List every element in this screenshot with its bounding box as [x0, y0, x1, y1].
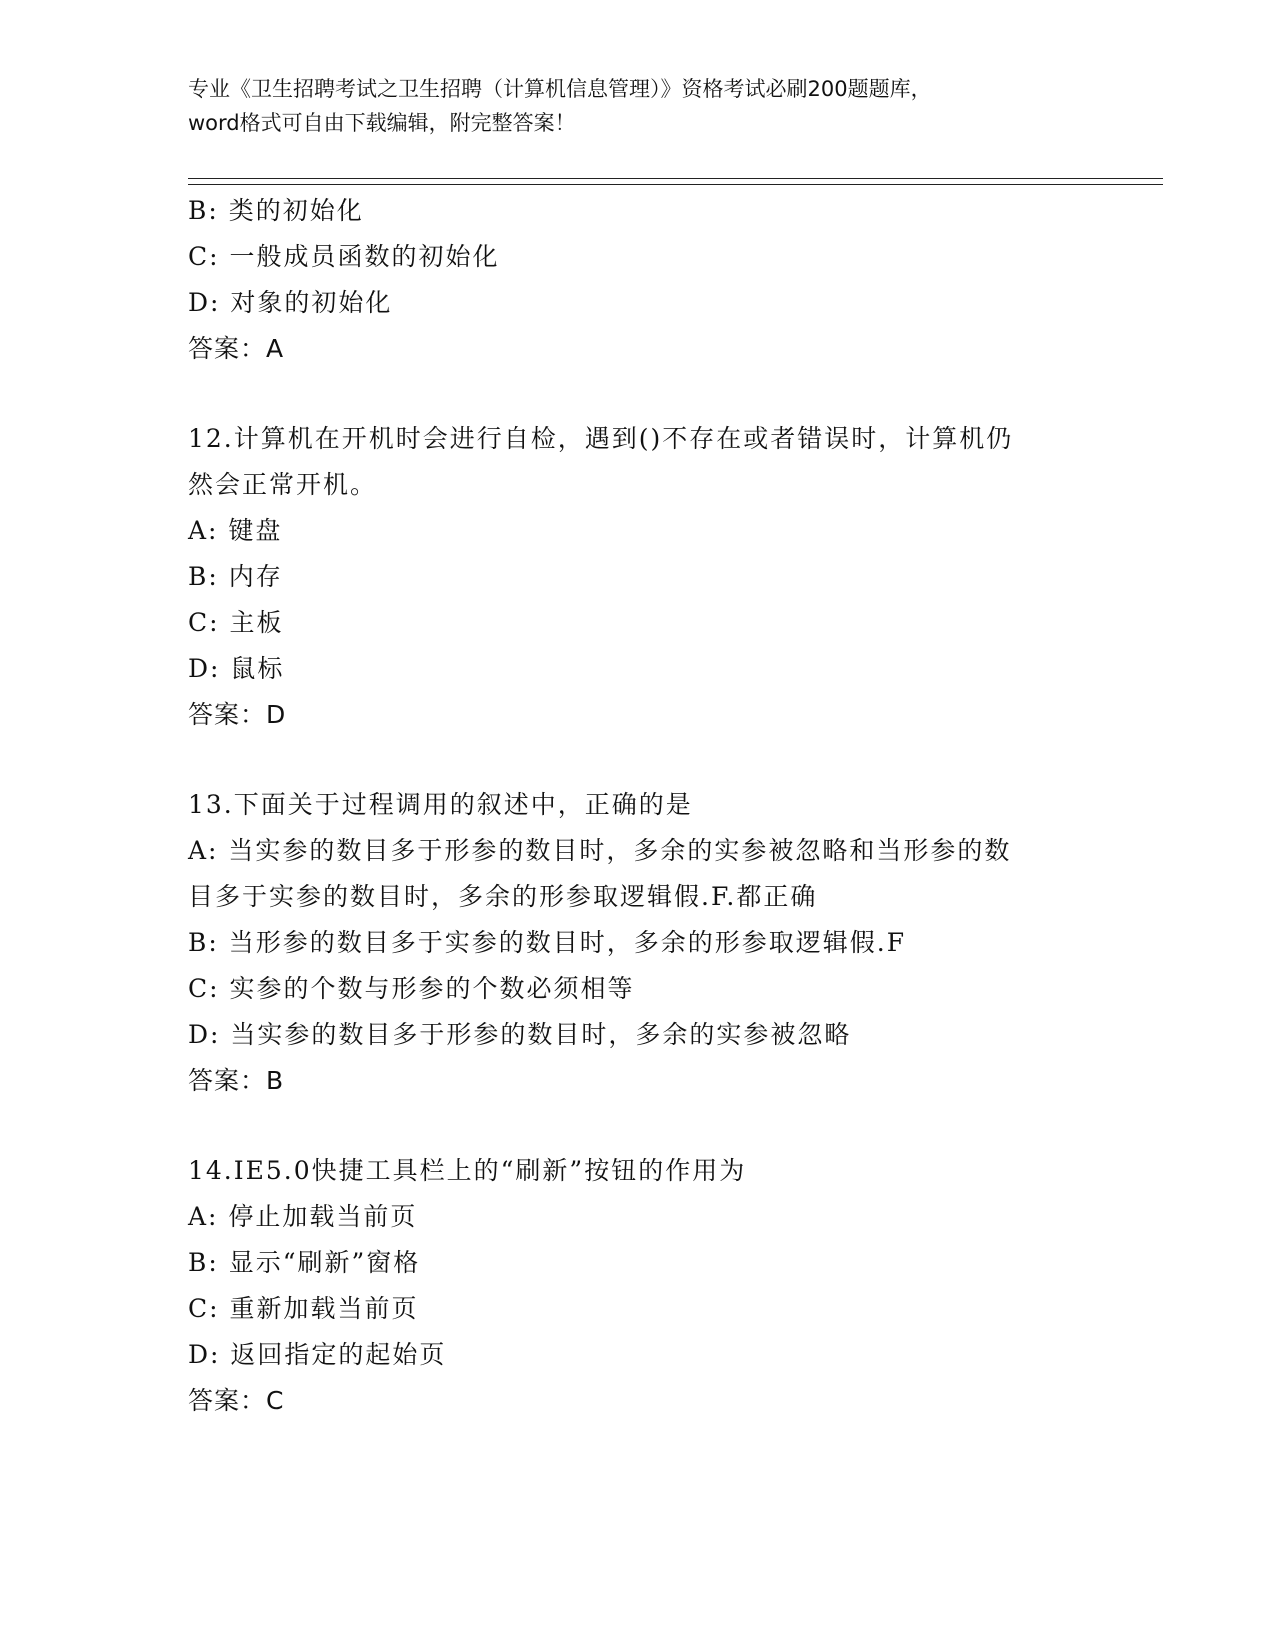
option-d: D: 当实参的数目多于形参的数目时，多余的实参被忽略: [188, 1020, 852, 1049]
answer-line: 答案：C: [188, 1386, 285, 1415]
question-stem: 12.计算机在开机时会进行自检，遇到()不存在或者错误时，计算机仍: [188, 424, 1014, 453]
header-title-line-2: word格式可自由下载编辑，附完整答案！: [188, 111, 576, 135]
option-a-continued: 目多于实参的数目时，多余的形参取逻辑假.F.都正确: [188, 882, 818, 911]
document-header: [188, 72, 1088, 140]
question-spacer: [188, 1104, 1088, 1148]
option-d: D: 鼠标: [188, 654, 285, 683]
question-spacer: [188, 738, 1088, 782]
question-stem-continued: 然会正常开机。: [188, 470, 378, 499]
question-list: [188, 188, 1088, 1424]
option-a: A: 键盘: [188, 516, 283, 545]
option-b: B: 显示“刷新”窗格: [188, 1248, 421, 1277]
option-b: B: 内存: [188, 562, 283, 591]
header-divider-top: [188, 178, 1163, 179]
question-spacer: [188, 372, 1088, 416]
question-13: [188, 782, 1088, 1104]
option-d: D: 返回指定的起始页: [188, 1340, 447, 1369]
option-c: C: 一般成员函数的初始化: [188, 242, 500, 271]
answer-line: 答案：D: [188, 700, 287, 729]
option-d: D: 对象的初始化: [188, 288, 393, 317]
option-c: C: 重新加载当前页: [188, 1294, 419, 1323]
option-c: C: 实参的个数与形参的个数必须相等: [188, 974, 635, 1003]
answer-line: 答案：B: [188, 1066, 285, 1095]
header-divider-bottom: [188, 184, 1163, 185]
question-14: [188, 1148, 1088, 1424]
question-stem: 14.IE5.0快捷工具栏上的“刷新”按钮的作用为: [188, 1156, 747, 1185]
header-title-line-1: 专业《卫生招聘考试之卫生招聘（计算机信息管理）》资格考试必刷200题题库，: [188, 77, 932, 101]
option-a: A: 当实参的数目多于形参的数目时，多余的实参被忽略和当形参的数: [188, 836, 1012, 865]
option-b: B: 类的初始化: [188, 196, 364, 225]
option-c: C: 主板: [188, 608, 284, 637]
question-stem: 13.下面关于过程调用的叙述中，正确的是: [188, 790, 693, 819]
option-a: A: 停止加载当前页: [188, 1202, 418, 1231]
answer-line: 答案：A: [188, 334, 285, 363]
question-12: [188, 416, 1088, 738]
option-b: B: 当形参的数目多于实参的数目时，多余的形参取逻辑假.F: [188, 928, 907, 957]
question-11-tail: [188, 188, 1088, 372]
